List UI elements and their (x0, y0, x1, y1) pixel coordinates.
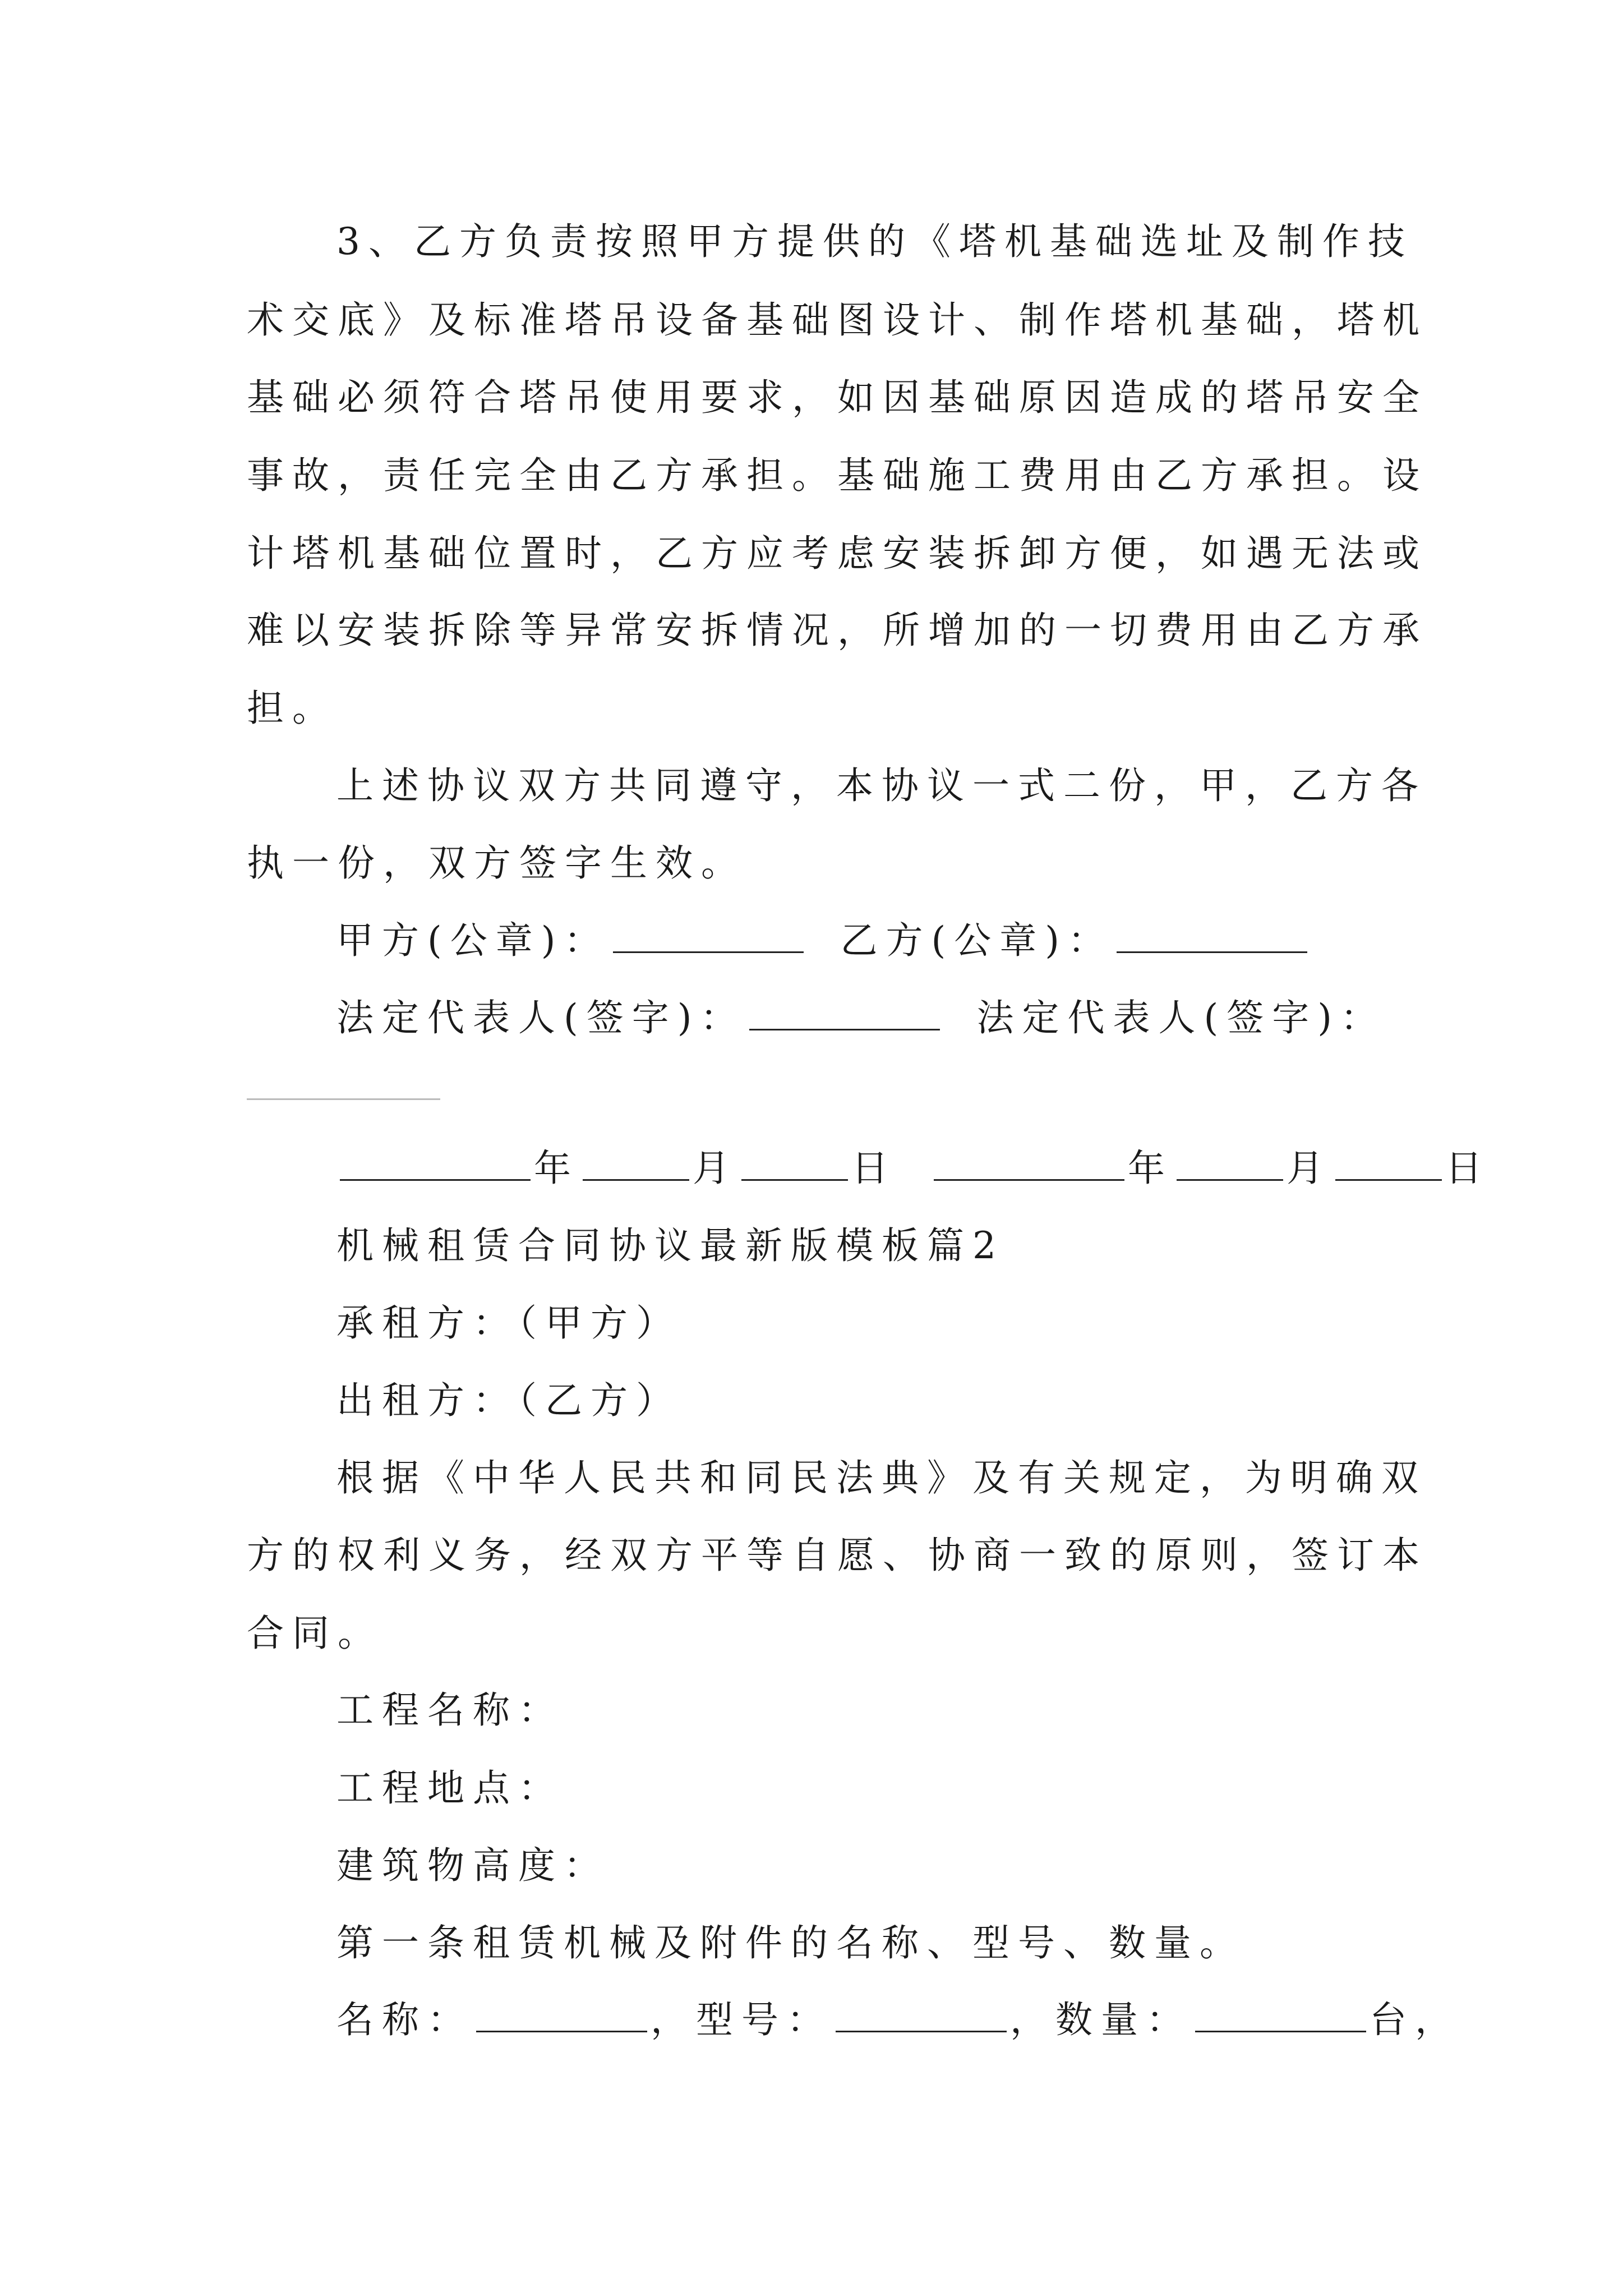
year-a-label: 年 (534, 1147, 579, 1190)
seal-line (336, 919, 1311, 962)
lessee-line: 承租方：（甲方） (336, 1301, 681, 1345)
party-a-seal-blank (613, 949, 804, 953)
party-a-seal-label: 甲方(公章)： (336, 919, 610, 962)
project-name-line: 工程名称： (336, 1688, 564, 1732)
clause3-line-5: 计塔机基础位置时，乙方应考虑安装拆卸方便，如遇无法或 (247, 532, 1428, 575)
equipment-qty-label: ，数量： (1010, 1998, 1192, 2041)
clause3-line-2: 术交底》及标准塔吊设备基础图设计、制作塔机基础，塔机 (247, 298, 1428, 342)
equipment-unit-label: 台， (1370, 1998, 1460, 2041)
project-location-line: 工程地点： (336, 1766, 564, 1810)
date-line (336, 1147, 1491, 1190)
party-b-seal-blank (1117, 949, 1307, 953)
lessor-line: 出租方：（乙方） (336, 1379, 681, 1422)
section2-title: 机械租赁合同协议最新版模板篇2 (336, 1224, 1004, 1267)
day-b-blank (1335, 1177, 1442, 1181)
preamble-line-3: 合同。 (247, 1612, 383, 1655)
equipment-model-blank (836, 2028, 1007, 2032)
preamble-line-1: 根据《中华人民共和同民法典》及有关规定，为明确双 (336, 1456, 1427, 1499)
building-height-line: 建筑物高度： (336, 1844, 609, 1887)
month-b-blank (1177, 1177, 1283, 1181)
rep-a-label: 法定代表人(签字)： (336, 996, 746, 1039)
article1-line: 第一条租赁机械及附件的名称、型号、数量。 (336, 1921, 1245, 1964)
clause3-line-4: 事故，责任完全由乙方承担。基础施工费用由乙方承担。设 (247, 454, 1428, 497)
closing-line-2: 执一份，双方签字生效。 (247, 841, 746, 885)
party-b-seal-label: 乙方(公章)： (840, 919, 1113, 962)
representative-line (336, 996, 1386, 1039)
month-b-label: 月 (1287, 1147, 1332, 1190)
equipment-line (336, 1998, 1460, 2041)
day-b-label: 日 (1445, 1147, 1491, 1190)
equipment-name-blank (476, 2028, 647, 2032)
preamble-line-2: 方的权利义务，经双方平等自愿、协商一致的原则，签订本 (247, 1534, 1428, 1577)
equipment-qty-blank (1195, 2028, 1366, 2032)
year-b-label: 年 (1128, 1147, 1173, 1190)
equipment-name-label: 名称： (336, 1998, 473, 2041)
rep-b-blank (247, 1098, 440, 1100)
clause3-line-6: 难以安装拆除等异常安拆情况，所增加的一切费用由乙方承 (247, 609, 1428, 652)
rep-a-blank (749, 1027, 940, 1030)
equipment-model-label: ，型号： (651, 1998, 832, 2041)
day-a-blank (741, 1177, 848, 1181)
day-a-label: 日 (851, 1147, 897, 1190)
clause3-line-1: 3、乙方负责按照甲方提供的《塔机基础选址及制作技 (336, 220, 1413, 263)
clause3-line-3: 基础必须符合塔吊使用要求，如因基础原因造成的塔吊安全 (247, 376, 1428, 419)
month-a-blank (583, 1177, 689, 1181)
year-a-blank (340, 1177, 531, 1181)
rep-b-label: 法定代表人(签字)： (976, 996, 1386, 1039)
clause3-line-7: 担。 (247, 687, 338, 730)
month-a-label: 月 (693, 1147, 738, 1190)
closing-line-1: 上述协议双方共同遵守，本协议一式二份，甲，乙方各 (336, 764, 1427, 807)
year-b-blank (934, 1177, 1124, 1181)
